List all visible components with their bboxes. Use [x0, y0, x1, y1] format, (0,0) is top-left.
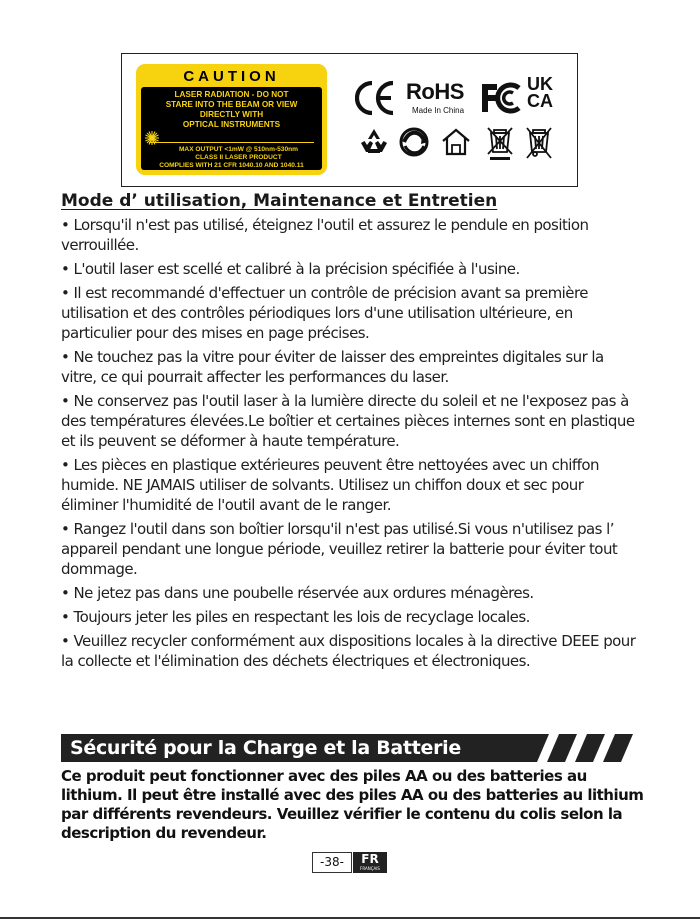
battery-description: Ce produit peut fonctionner avec des piles AA ou des batteries au lithium. Il peut être installé avec des piles AA ou des batteries au lithium par différents revendeurs. Veuillez vérifier le contenu du colis selon la description du revendeur.: [61, 767, 644, 842]
list-item: • L'outil laser est scellé et calibré à la précision spécifiée à l'usine.: [61, 260, 520, 278]
list-item: • Ne conservez pas l'outil laser à la lumière directe du soleil et ne l'exposez pas à des températures élevées.Le boîtier et certaines pièces internes sont en plastique et ils peuvent se déformer à haute température.: [61, 392, 635, 450]
spec-line: COMPLIES WITH 21 CFR 1040.10 AND 1040.11: [159, 162, 304, 169]
fc-mark-icon: [479, 81, 523, 115]
made-in-label: Made In China: [412, 106, 465, 115]
ce-mark-icon: [355, 80, 395, 116]
list-item: • Rangez l'outil dans son boîtier lorsqu'il n'est pas utilisé.Si vous n'utilisez pas l’ appareil pendant une longue période, veuillez retirer la batterie pour éviter tout dommage.: [61, 520, 618, 578]
list-item: • Ne jetez pas dans une poubelle réservée aux ordures ménagères.: [61, 584, 534, 602]
list-item: • Toujours jeter les piles en respectant les lois de recyclage locales.: [61, 608, 530, 626]
battery-section-banner: [61, 734, 641, 762]
battery-title: Sécurité pour la Charge et la Batterie: [70, 737, 461, 759]
page-number: -38-: [312, 852, 352, 873]
laser-starburst-icon: [145, 131, 159, 145]
list-item: • Lorsqu'il n'est pas utilisé, éteignez l'outil et assurez le pendule en position verrouillée.: [61, 216, 589, 254]
bottom-rule: [0, 917, 700, 919]
ukca-bottom: CA: [527, 91, 553, 111]
caution-warning-panel: [141, 87, 322, 170]
banner-stripes: [523, 734, 641, 762]
warning-line: OPTICAL INSTRUMENTS: [182, 120, 281, 129]
list-item: • Ne touchez pas la vitre pour éviter de laisser des empreintes digitales sur la vitre, ce qui pourrait affecter les performances du laser.: [61, 348, 604, 386]
language-code: FR: [361, 852, 379, 866]
maintenance-list: [61, 215, 643, 675]
caution-divider: [149, 142, 314, 143]
green-dot-icon: [397, 126, 431, 158]
certification-panel: [121, 53, 578, 187]
warning-line: DIRECTLY WITH: [199, 110, 264, 119]
rohs-mark: RoHS: [406, 79, 464, 104]
ukca-mark: [527, 76, 553, 110]
crossed-bin-icon: [485, 124, 515, 162]
maintenance-title: Mode d’ utilisation, Maintenance et Entretien: [61, 191, 498, 211]
list-item: • Il est recommandé d'effectuer un contrôle de précision avant sa première utilisation et des contrôles périodiques lors d'une utilisation ultérieure, en particulier pour des mises en page précises.: [61, 284, 588, 342]
spec-line: MAX OUTPUT <1mW @ 510nm-530nm: [178, 146, 299, 153]
warning-line: LASER RADIATION - DO NOT: [174, 90, 289, 99]
language-name: FRANÇAIS: [360, 866, 380, 871]
list-item: • Les pièces en plastique extérieures peuvent être nettoyées avec un chiffon humide. NE JAMAIS utiliser de solvants. Utilisez un chiffon doux et sec pour éliminer l'humidité de l'outil avant de le ranger.: [61, 456, 599, 514]
warning-line: STARE INTO THE BEAM OR VIEW: [165, 100, 298, 109]
caution-title: CAUTION: [183, 68, 280, 85]
crossed-bin-icon: [524, 124, 554, 162]
recycle-icon: [358, 126, 390, 158]
language-tag: [353, 852, 387, 873]
spec-line: CLASS II LASER PRODUCT: [195, 154, 282, 161]
list-item: • Veuillez recycler conformément aux dispositions locales à la directive DEEE pour la collecte et l'élimination des déchets électriques et électroniques.: [61, 632, 636, 670]
ukca-top: UK: [527, 74, 553, 94]
house-icon: [440, 127, 472, 157]
caution-label: [136, 64, 327, 175]
